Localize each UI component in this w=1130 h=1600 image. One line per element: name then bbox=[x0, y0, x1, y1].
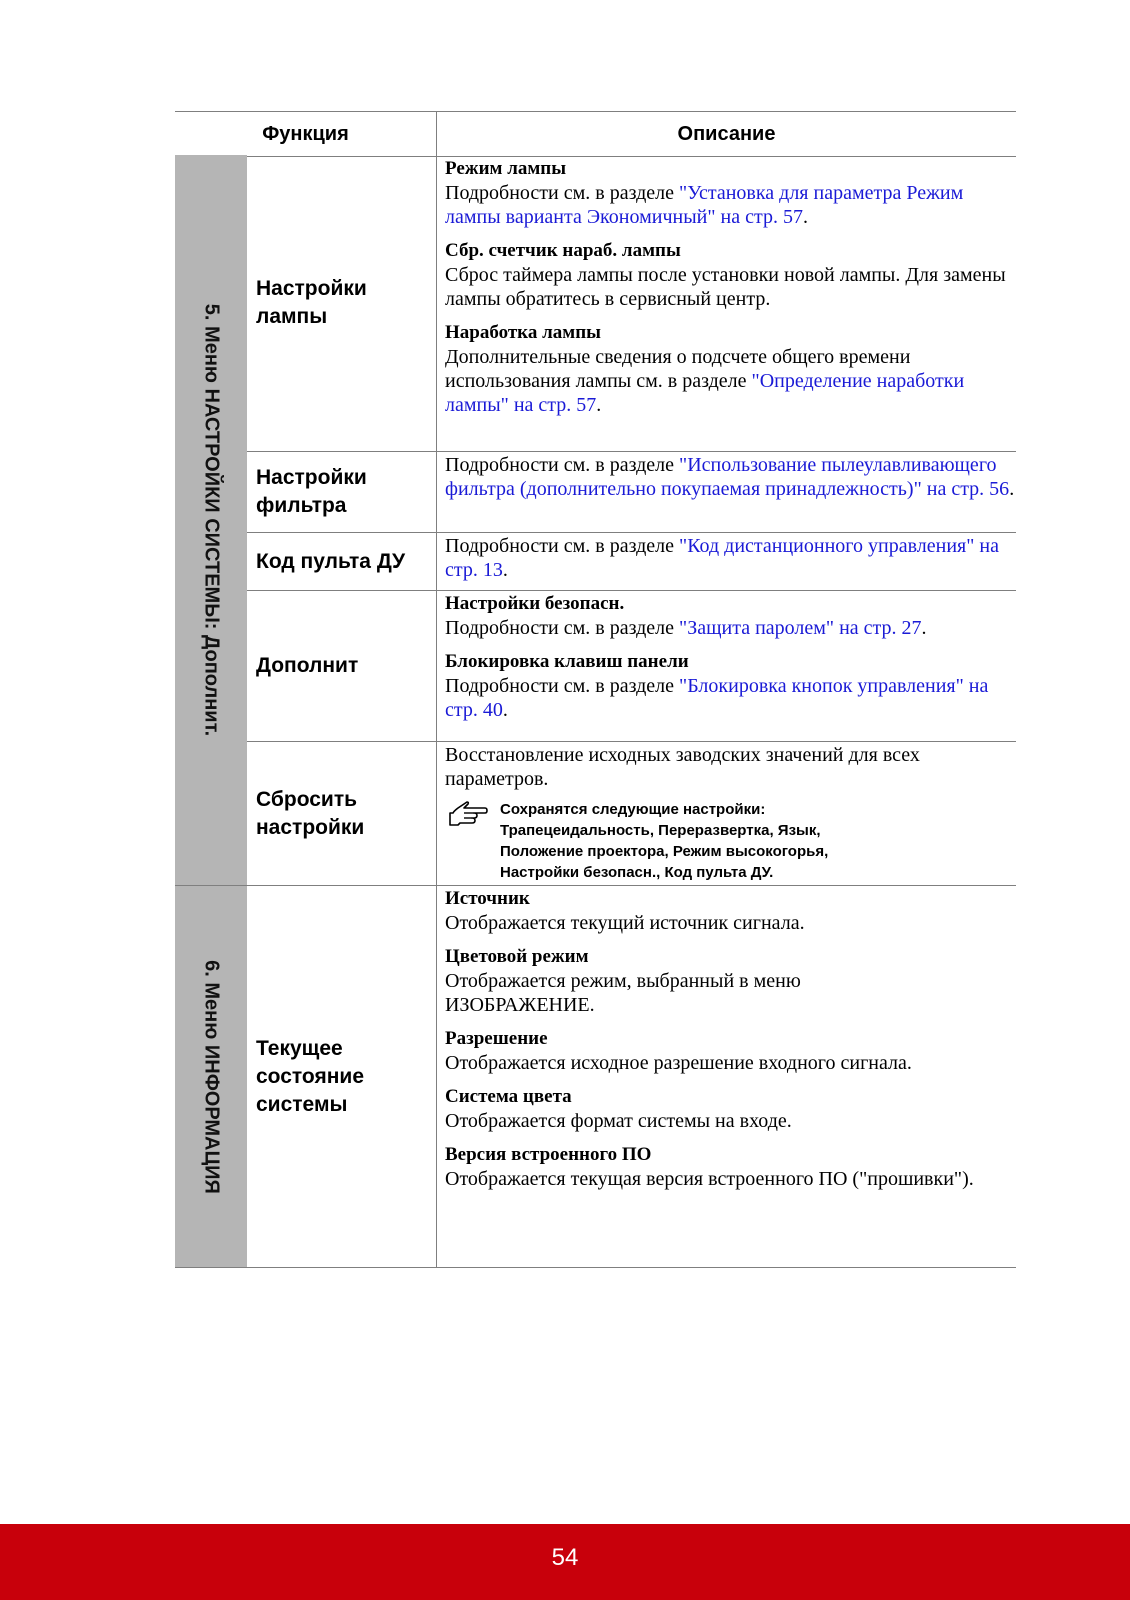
resolution-text: Отображается исходное разрешение входного сигнала. bbox=[445, 1052, 912, 1074]
menu-label-info: 6. Меню ИНФОРМАЦИЯ bbox=[200, 959, 223, 1194]
function-status: Текущее состояние системы bbox=[256, 1036, 364, 1116]
lamp-mode-link[interactable]: "Установка для параметра Режим лампы варианта Экономичный" на стр. 57 bbox=[445, 182, 964, 228]
table-header bbox=[175, 111, 1016, 157]
function-lamp: Настройки лампы bbox=[256, 277, 367, 328]
remote-link[interactable]: "Код дистанционного управления" на стр. 13 bbox=[445, 535, 999, 581]
page-number: 54 bbox=[551, 1544, 579, 1571]
row-advanced: Дополнит Настройки безопасн. Подробности см. в разделе "Защита паролем" на стр. 27. Блокировка клавиш панели Подробности см. в разделе "Блокировка кнопок управления" на стр. 40. bbox=[247, 590, 1016, 741]
function-advanced: Дополнит bbox=[256, 654, 359, 677]
color-mode-text: Отображается режим, выбранный в меню bbox=[445, 970, 801, 992]
color-mode-menu: ИЗОБРАЖЕНИЕ bbox=[445, 994, 590, 1016]
keylock-link[interactable]: "Блокировка кнопок управления" на стр. 40 bbox=[445, 675, 989, 721]
note-line: Положение проектора, Режим высокогорья, bbox=[500, 843, 829, 860]
function-filter: Настройки фильтра bbox=[256, 466, 367, 517]
row-reset-settings bbox=[247, 741, 1016, 886]
security-link[interactable]: "Защита паролем" на стр. 27 bbox=[679, 617, 922, 639]
header-description: Описание bbox=[677, 123, 776, 145]
note-line: Трапецеидальность, Переразвертка, Язык, bbox=[500, 822, 821, 839]
color-system-title: Система цвета bbox=[445, 1086, 572, 1107]
row-remote-code: Код пульта ДУ Подробности см. в разделе "Код дистанционного управления" на стр. 13. bbox=[247, 532, 1016, 590]
color-mode-title: Цветовой режим bbox=[445, 946, 589, 967]
resolution-title: Разрешение bbox=[445, 1028, 548, 1049]
menu-band-system bbox=[175, 155, 247, 885]
lamp-hours-link[interactable]: "Определение наработки лампы" на стр. 57 bbox=[445, 370, 965, 416]
keylock-title: Блокировка клавиш панели bbox=[445, 651, 689, 672]
color-system-text: Отображается формат системы на входе. bbox=[445, 1110, 792, 1132]
row-lamp-settings: Настройки лампы Режим лампы Подробности см. в разделе "Установка для параметра Режим лампы варианта Экономичный" на стр. 57. Сбр. счетчик нараб. лампы Сброс таймера лампы после установки новой лампы. Для замены лампы обратитесь в сервисный центр. Наработка лампы Дополнительные сведения о подсчете общего времени использования лампы см. в разделе "Определение наработки лампы" на стр. 57. bbox=[247, 155, 1016, 451]
security-title: Настройки безопасн. bbox=[445, 593, 625, 614]
lamp-hours-title: Наработка лампы bbox=[445, 322, 601, 343]
menu-label-system: 5. Меню НАСТРОЙКИ СИСТЕМЫ: Дополнит. bbox=[200, 303, 223, 737]
menu-band-info bbox=[175, 886, 247, 1267]
source-title: Источник bbox=[445, 888, 530, 909]
row-system-status: Текущее состояние системы Источник Отображается текущий источник сигнала. Цветовой режим Отображается режим, выбранный в меню ИЗОБРАЖЕНИЕ. Разрешение Отображается исходное разрешение входного сигнала. Система цвета Отображается формат системы на входе. Версия встроенного ПО Отображается текущая версия встроенного ПО ("прошивки"). bbox=[247, 886, 1016, 1267]
reset-note bbox=[445, 799, 1015, 883]
header-function: Функция bbox=[262, 123, 349, 145]
filter-link[interactable]: "Использование пылеулавливающего фильтра (дополнительно покупаемая принадлежность)" на стр. 56 bbox=[445, 454, 1010, 500]
function-reset: Сбросить настройки bbox=[256, 788, 365, 839]
source-text: Отображается текущий источник сигнала. bbox=[445, 912, 805, 934]
row-filter-settings: Настройки фильтра Подробности см. в разделе "Использование пылеулавливающего фильтра (дополнительно покупаемая принадлежность)" на стр. 56. bbox=[247, 451, 1016, 532]
firmware-text: Отображается текущая версия встроенного ПО ("прошивки"). bbox=[445, 1168, 974, 1190]
reset-timer-text: Сброс таймера лампы после установки новой лампы. Для замены лампы обратитесь в сервисный центр. bbox=[445, 264, 1006, 310]
section-system-advanced bbox=[175, 155, 1016, 886]
reset-text: Восстановление исходных заводских значений для всех параметров. bbox=[445, 744, 920, 790]
note-line: Настройки безопасн., Код пульта ДУ. bbox=[500, 864, 774, 881]
section-information bbox=[175, 886, 1016, 1268]
lamp-mode-title: Режим лампы bbox=[445, 158, 567, 179]
pointing-hand-icon bbox=[448, 801, 488, 827]
function-remote: Код пульта ДУ bbox=[256, 549, 406, 573]
page-footer bbox=[0, 1524, 1130, 1600]
note-line: Сохранятся следующие настройки: bbox=[500, 801, 766, 818]
reset-timer-title: Сбр. счетчик нараб. лампы bbox=[445, 240, 681, 261]
firmware-title: Версия встроенного ПО bbox=[445, 1144, 652, 1165]
